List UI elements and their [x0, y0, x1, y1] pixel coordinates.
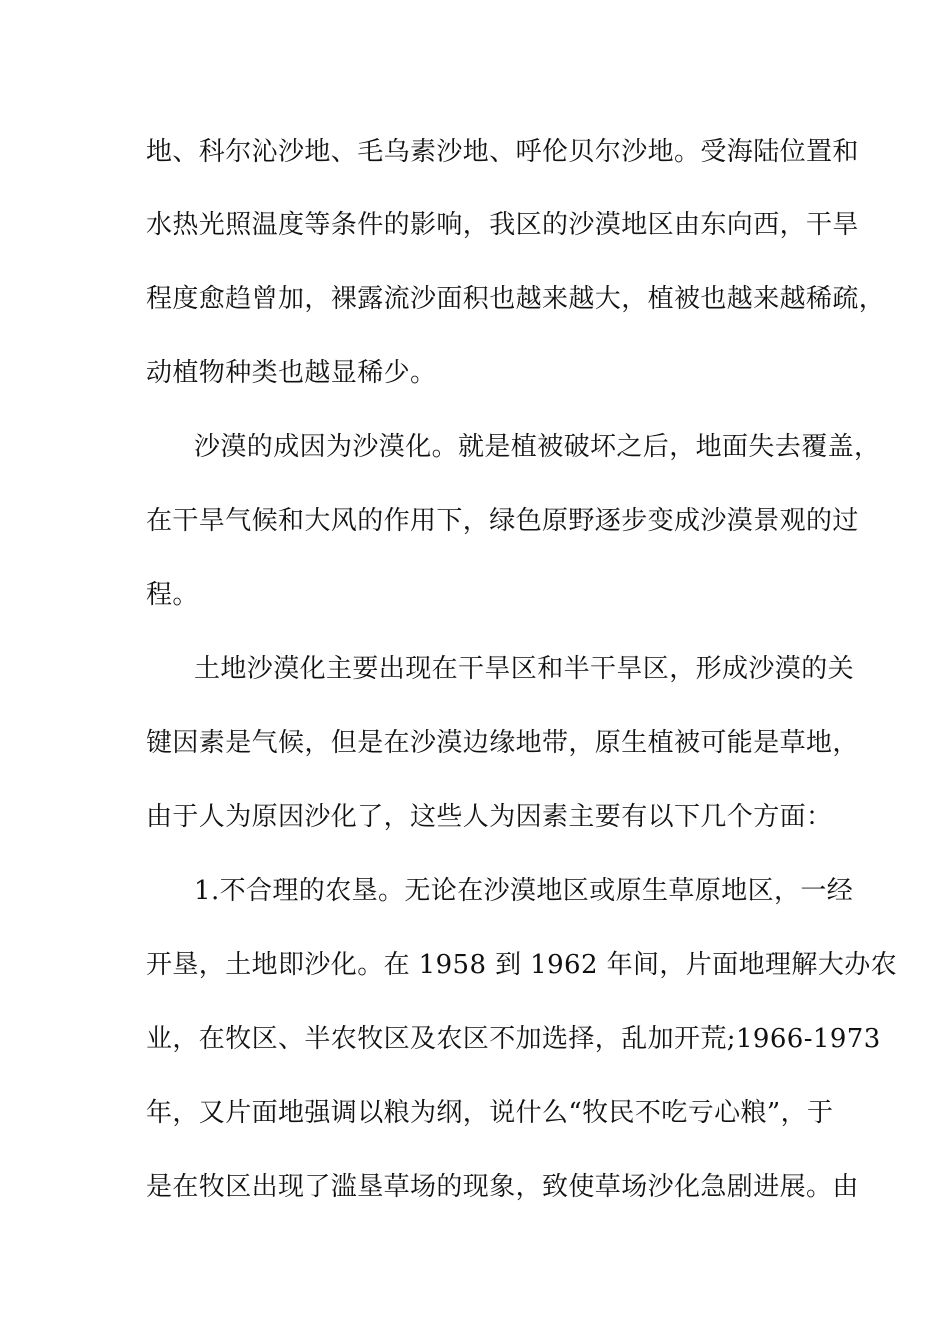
paragraph-line: 业，在牧区、半农牧区及农区不加选择，乱加开荒;1966-1973 [146, 1024, 881, 1054]
paragraph-line: 开垦，土地即沙化。在 1958 到 1962 年间，片面地理解大办农 [146, 950, 897, 980]
paragraph-line: 由于人为原因沙化了，这些人为因素主要有以下几个方面： [146, 802, 833, 832]
paragraph-line: 地、科尔沁沙地、毛乌素沙地、呼伦贝尔沙地。受海陆位置和 [146, 137, 859, 167]
paragraph-line: 动植物种类也越显稀少。 [146, 358, 437, 388]
paragraph-line: 程。 [146, 580, 199, 610]
paragraph-line: 年，又片面地强调以粮为纲，说什么“牧民不吃亏心粮”，于 [146, 1098, 834, 1128]
paragraph-line: 在干旱气候和大风的作用下，绿色原野逐步变成沙漠景观的过 [146, 506, 859, 536]
paragraph-line: 沙漠的成因为沙漠化。就是植被破坏之后，地面失去覆盖， [194, 432, 881, 462]
paragraph-line: 键因素是气候，但是在沙漠边缘地带，原生植被可能是草地， [146, 728, 859, 758]
paragraph-line: 土地沙漠化主要出现在干旱区和半干旱区，形成沙漠的关 [194, 654, 855, 684]
paragraph-line: 程度愈趋曾加，裸露流沙面积也越来越大，植被也越来越稀疏， [146, 284, 886, 314]
paragraph-line: 1.不合理的农垦。无论在沙漠地区或原生草原地区，一经 [194, 876, 854, 906]
paragraph-line: 水热光照温度等条件的影响，我区的沙漠地区由东向西，干旱 [146, 210, 859, 240]
paragraph-line: 是在牧区出现了滥垦草场的现象，致使草场沙化急剧进展。由 [146, 1172, 859, 1202]
